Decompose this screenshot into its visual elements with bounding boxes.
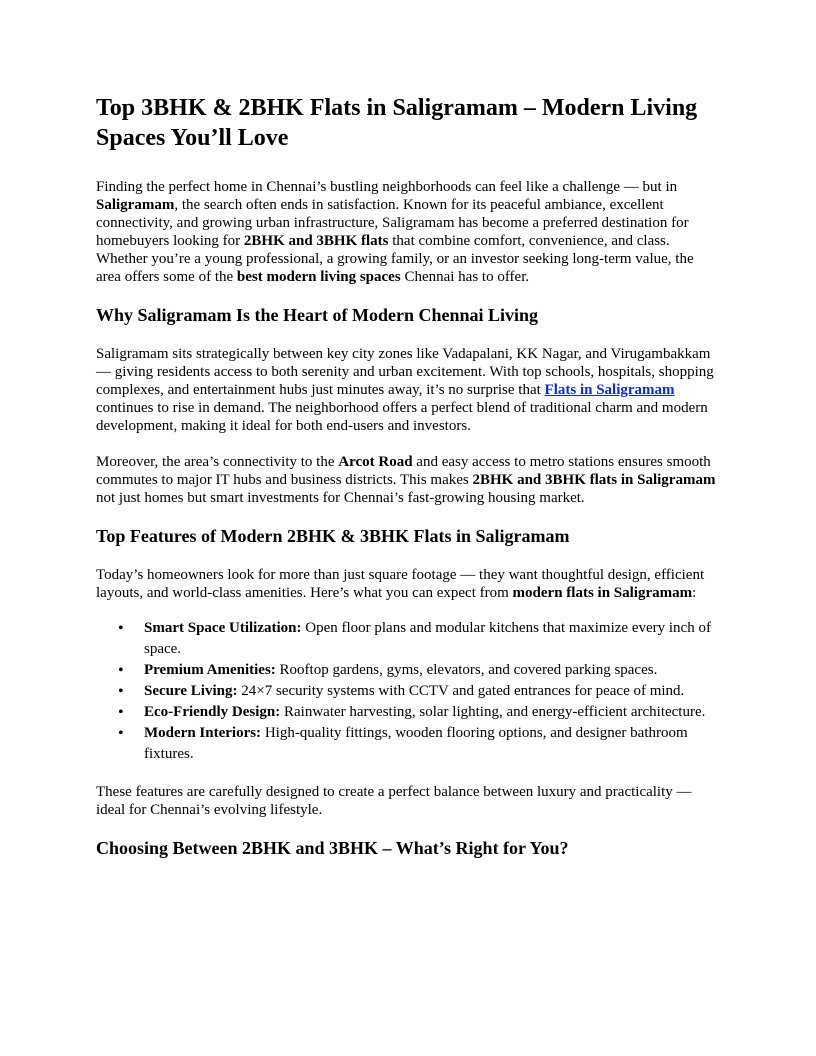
why-p2-bold-arcot-road: Arcot Road — [338, 454, 413, 470]
feature-label: Modern Interiors: — [144, 725, 262, 741]
feature-label: Premium Amenities: — [144, 662, 276, 678]
intro-bold-flats: 2BHK and 3BHK flats — [243, 233, 389, 249]
features-intro-text-1: Today’s homeowners look for more than just square footage — they want thoughtful design, efficient layouts, and world-class amenities. Here’s what you can expect from — [96, 567, 705, 601]
why-p1-text-2: continues to rise in demand. The neighborhood offers a perfect blend of traditional charm and modern development, making it ideal for both end-users and investors. — [96, 400, 708, 434]
feature-label: Secure Living: — [144, 683, 238, 699]
article-body — [96, 93, 720, 878]
feature-text: Rooftop gardens, gyms, elevators, and covered parking spaces. — [275, 662, 658, 678]
list-item — [96, 681, 720, 702]
section-heading-features: Top Features of Modern 2BHK & 3BHK Flats in Saligramam — [96, 526, 570, 546]
page-title: Top 3BHK & 2BHK Flats in Saligramam – Modern Living Spaces You’ll Love — [96, 95, 698, 151]
list-item — [96, 702, 720, 723]
intro-bold-saligramam: Saligramam — [96, 197, 175, 213]
feature-text: Open floor plans and modular kitchens that maximize every inch of space. — [144, 620, 711, 657]
feature-text: Rainwater harvesting, solar lighting, and energy-efficient architecture. — [280, 704, 706, 720]
why-p2-bold-flats: 2BHK and 3BHK flats in Saligramam — [472, 472, 716, 488]
features-list — [96, 618, 720, 765]
why-paragraph-2 — [96, 453, 720, 507]
why-p2-text-3: not just homes but smart investments for Chennai’s fast-growing housing market. — [96, 490, 585, 506]
section-heading-choosing: Choosing Between 2BHK and 3BHK – What’s Right for You? — [96, 838, 569, 858]
intro-text-2: , the search often ends in satisfaction. Known for its peaceful ambiance, excellent connectivity, and growing urban infrastructure, Saligramam has become a preferred destination for homebuyers looking for — [96, 197, 689, 249]
feature-label: Eco-Friendly Design: — [144, 704, 281, 720]
list-item — [96, 660, 720, 681]
intro-paragraph — [96, 178, 720, 286]
features-outro-paragraph: These features are carefully designed to create a perfect balance between luxury and practicality — ideal for Chennai’s evolving lifestyle. — [96, 784, 692, 818]
why-paragraph-1 — [96, 345, 720, 435]
list-item — [96, 618, 720, 660]
feature-text: 24×7 security systems with CCTV and gated entrances for peace of mind. — [237, 683, 685, 699]
features-intro-text-2: : — [692, 585, 697, 601]
features-intro-bold: modern flats in Saligramam — [512, 585, 693, 601]
feature-text: High-quality fittings, wooden flooring options, and designer bathroom fixtures. — [144, 725, 688, 762]
features-intro-paragraph — [96, 566, 720, 602]
intro-text-1: Finding the perfect home in Chennai’s bustling neighborhoods can feel like a challenge — but in — [96, 179, 678, 195]
intro-text-3: that combine comfort, convenience, and class. Whether you’re a young professional, a growing family, or an investor seeking long-term value, the area offers some of the — [96, 233, 694, 285]
feature-label: Smart Space Utilization: — [144, 620, 302, 636]
flats-in-saligramam-link[interactable]: Flats in Saligramam — [544, 382, 675, 398]
intro-bold-spaces: best modern living spaces — [236, 269, 401, 285]
why-p2-text-2: and easy access to metro stations ensures smooth commutes to major IT hubs and business districts. This makes — [96, 454, 711, 488]
intro-text-4: Chennai has to offer. — [400, 269, 530, 285]
list-item — [96, 723, 720, 765]
section-heading-why: Why Saligramam Is the Heart of Modern Chennai Living — [96, 305, 539, 325]
why-p2-text-1: Moreover, the area’s connectivity to the — [96, 454, 339, 470]
why-p1-text-1: Saligramam sits strategically between key city zones like Vadapalani, KK Nagar, and Virugambakkam — giving residents access to both serenity and urban excitement. With top schools, hospitals, shopping complexes, and entertainment hubs just minutes away, it’s no surprise that — [96, 346, 714, 398]
